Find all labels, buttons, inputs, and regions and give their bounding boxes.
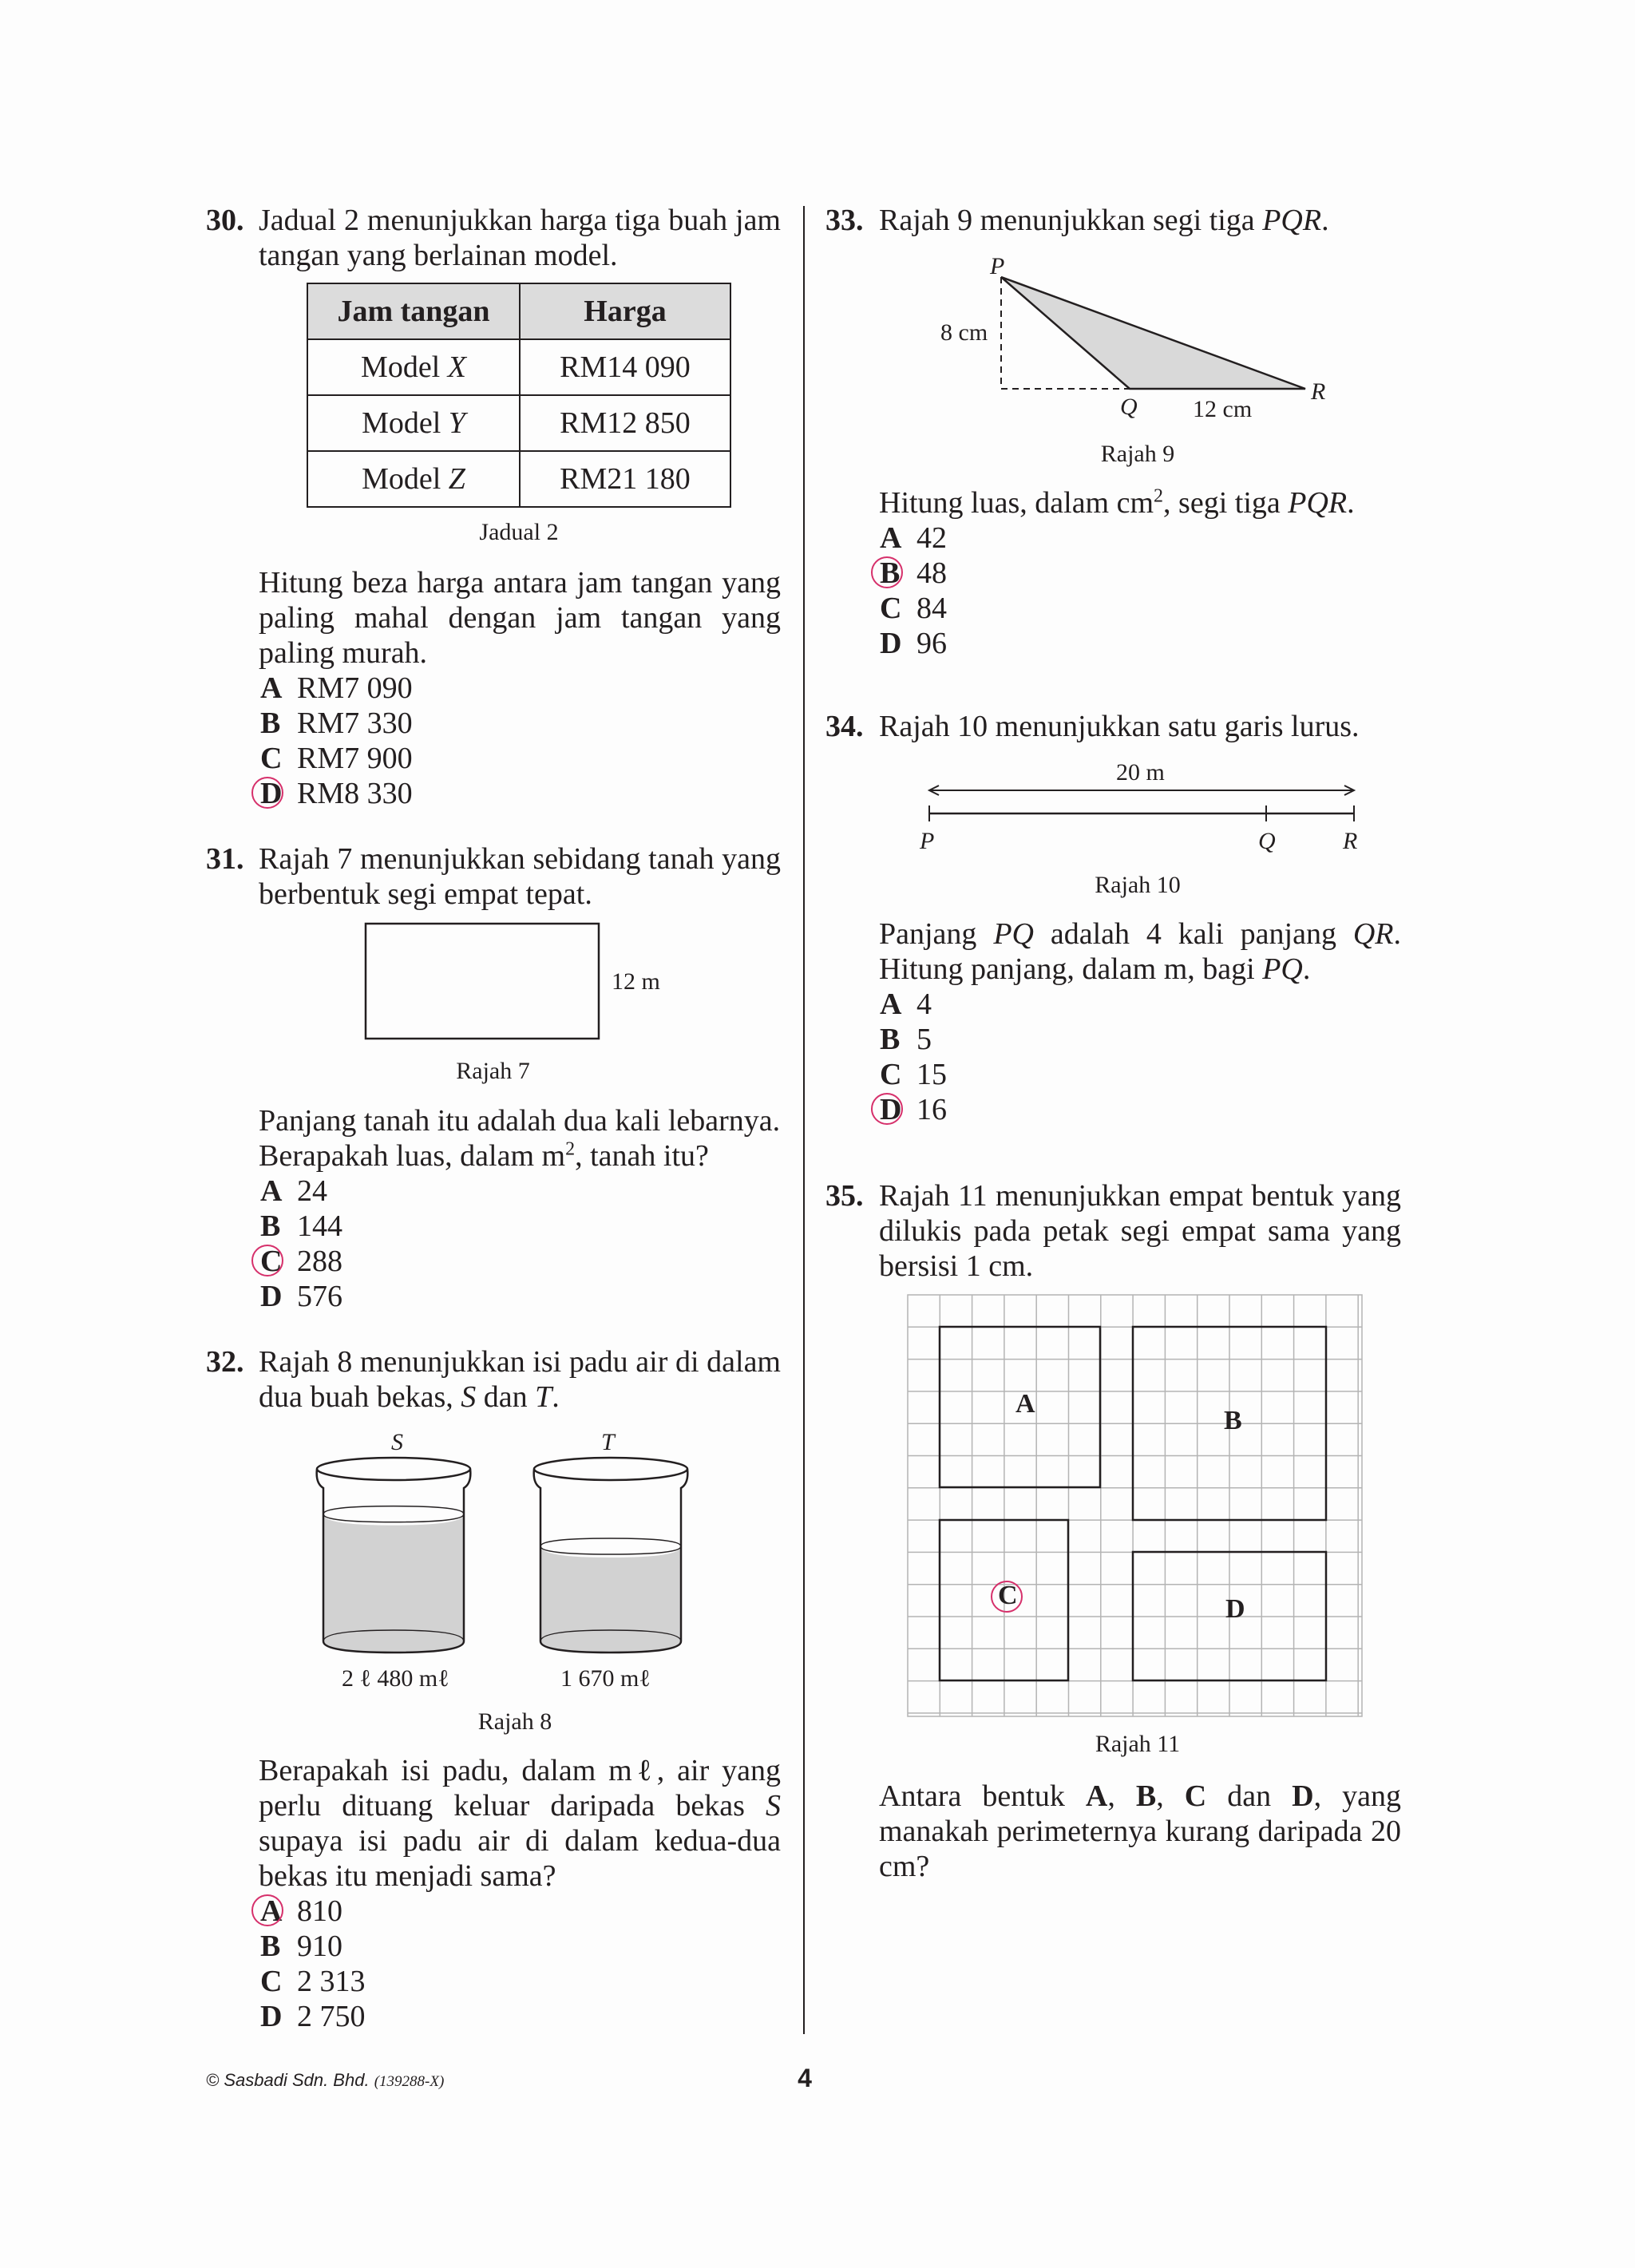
shape-ref: C [1184,1779,1207,1813]
figure-caption: Jadual 2 [479,519,559,545]
option-a[interactable] [260,1894,342,1929]
question-text-part: dan [1227,1779,1272,1813]
table-cell: Model [362,462,441,496]
question-intro [259,1344,781,1415]
question-intro: Rajah 11 menunjukkan empat bentuk yang dilukis pada petak segi empat sama yang bersisi 1 cm. [879,1179,1401,1283]
option-text: 2 313 [297,1965,366,1998]
question-text-part: . [1321,204,1329,237]
option-d[interactable] [260,1999,366,2034]
option-b[interactable] [260,706,413,741]
figure-caption: Rajah 7 [456,1058,530,1084]
option-letter: A [260,1894,283,1928]
question-text-part: . [1393,917,1402,951]
figure-caption: Rajah 11 [1095,1731,1181,1757]
question-text-part: Antara bentuk [879,1779,1065,1813]
option-d[interactable] [260,776,413,811]
shape-label: B [1224,1406,1242,1435]
option-text: 96 [916,627,947,660]
shape-ref: B [1135,1779,1157,1813]
answer-circle [251,777,283,809]
rectangle-figure [363,922,603,1042]
table-header: Jam tangan [307,283,520,339]
question-text [259,1138,781,1174]
water-surface-t [540,1538,681,1554]
line-figure [918,778,1365,834]
question-text-part: Rajah 8 menunjukkan isi padu air di dalam dua buah bekas, [259,1345,781,1414]
question-text: Panjang tanah itu adalah dua kali lebarnya. [259,1104,781,1138]
option-letter: C [260,742,283,775]
variable: PQ [993,917,1034,951]
container-label: T [601,1429,615,1455]
water-surface-s [323,1506,464,1522]
question-text-part: Hitung panjang, dalam m, bagi [879,952,1255,986]
variable: T [535,1380,552,1414]
dimension-label: 12 cm [1193,396,1253,422]
question-text-part: , yang manakah perimeternya kurang daripada 20 cm? [879,1779,1401,1883]
option-letter: B [880,556,901,590]
option-text: RM7 090 [297,671,413,705]
option-a[interactable] [260,671,413,706]
shape-ref: A [1085,1779,1108,1813]
variable: PQR [1262,204,1322,237]
question-text [879,952,1401,987]
option-text: 576 [297,1280,342,1313]
containers-figure [307,1453,715,1660]
option-text: 48 [916,556,947,590]
table-cell-var: Z [448,462,465,496]
question-text [879,485,1401,520]
shape-label: C [998,1581,1018,1610]
option-letter: D [260,1280,283,1313]
grid-figure [906,1293,1365,1720]
question-text-part: Berapakah luas, dalam m [259,1139,566,1173]
option-letter: A [880,521,902,555]
volume-label: 1 670 mℓ [560,1665,651,1692]
dimension-label: 8 cm [940,319,988,346]
dimension-label: 12 m [612,968,660,995]
question-number: 32. [206,1345,244,1379]
variable: S [461,1380,477,1414]
figure-caption: Rajah 8 [477,1708,552,1735]
registration-number: (139288-X) [374,2073,445,2090]
question-text [879,916,1401,952]
option-text: RM7 900 [297,742,413,775]
table-cell: RM12 850 [520,395,730,451]
question-text-part: supaya isi padu air di dalam kedua-dua bekas itu menjadi sama? [259,1824,781,1893]
option-d[interactable] [880,1092,947,1127]
option-c[interactable] [880,1057,947,1092]
option-text: 2 750 [297,2000,366,2033]
option-text: 24 [297,1174,327,1208]
option-letter: C [880,592,902,625]
question-intro: Rajah 7 menunjukkan sebidang tanah yang berbentuk segi empat tepat. [259,842,781,911]
option-b[interactable] [880,556,947,591]
option-text: 5 [916,1023,932,1056]
option-b[interactable] [260,1929,342,1964]
superscript: 2 [565,1138,576,1160]
question-text-part: dan [483,1380,528,1414]
table-cell: RM14 090 [520,339,730,395]
option-text: RM8 330 [297,777,413,810]
option-a[interactable] [260,1174,327,1209]
table-row [307,395,730,451]
option-letter: A [260,671,283,705]
option-c[interactable] [260,1964,366,1999]
variable: S [766,1789,782,1823]
option-letter: B [260,707,281,740]
answer-circle [251,1245,283,1276]
question-text-part: Rajah 9 menunjukkan segi tiga [879,204,1255,237]
option-text: 15 [916,1058,947,1091]
question-text: Hitung beza harga antara jam tangan yang paling mahal dengan jam tangan yang paling murah. [259,566,781,670]
container-t [534,1458,688,1653]
option-text: RM7 330 [297,707,413,740]
table-cell: RM21 180 [520,451,730,507]
shape-ref: D [1292,1779,1314,1813]
question-intro: Rajah 10 menunjukkan satu garis lurus. [879,710,1360,743]
option-text: 42 [916,521,947,555]
question-number: 34. [825,710,864,743]
table-cell-var: X [447,350,466,384]
point-label: R [1343,828,1358,854]
answer-circle [871,556,903,588]
variable: PQR [1288,486,1348,520]
water-s [323,1514,464,1653]
variable: PQ [1262,952,1303,986]
container-label: S [391,1429,403,1455]
option-text: 910 [297,1930,342,1963]
option-b[interactable] [880,1022,932,1057]
vertex-label: P [990,253,1005,279]
question-number: 33. [825,204,864,237]
volume-label: 2 ℓ 480 mℓ [342,1665,449,1692]
question-text-part: . [1347,486,1355,520]
dimension-label: 20 m [1116,759,1165,786]
shape-label: A [1015,1389,1035,1419]
question-text-part: , segi tiga [1163,486,1281,520]
vertex-label: Q [1120,394,1138,420]
footer-copyright [206,2069,444,2093]
option-text: 84 [916,592,947,625]
vertex-label: R [1311,378,1326,405]
option-d[interactable] [880,626,947,661]
page-number: 4 [798,2064,812,2092]
answer-circle [251,1894,283,1926]
option-d[interactable] [260,1279,342,1314]
table-cell-var: Y [448,406,465,440]
option-text: 4 [916,988,932,1021]
question-number: 30. [206,204,244,237]
question-text [259,1753,781,1894]
question-text-part: , tanah itu? [575,1139,709,1173]
question-text-part: Berapakah isi padu, dalam mℓ, air yang perlu dituang keluar daripada bekas [259,1754,781,1823]
answer-circle [871,1093,903,1125]
option-letter: A [880,988,902,1021]
question-number: 35. [825,1179,864,1213]
option-text: 16 [916,1093,947,1126]
question-intro: Jadual 2 menunjukkan harga tiga buah jam tangan yang berlainan model. [259,204,781,272]
option-a[interactable] [880,520,947,556]
price-table [307,283,731,508]
question-text-part: , [1156,1779,1164,1813]
point-label: Q [1258,828,1276,854]
option-letter: B [260,1209,281,1243]
table-cell: Model [362,406,441,440]
question-intro [879,203,1401,238]
table-header: Harga [520,283,730,339]
column-divider [803,206,805,2034]
shape-label: D [1225,1594,1245,1624]
question-text-part: Hitung luas, dalam cm [879,486,1154,520]
option-c[interactable] [260,741,413,776]
option-text: 144 [297,1209,342,1243]
option-letter: D [260,2000,283,2033]
option-text: 810 [297,1894,342,1928]
option-letter: B [260,1930,281,1963]
question-text-part: Panjang [879,917,977,951]
option-letter: C [260,1245,283,1278]
figure-caption: Rajah 10 [1095,872,1181,898]
water-t [540,1546,681,1653]
point-label: P [920,828,935,854]
question-text-part: . [552,1380,560,1414]
table-row [307,451,730,507]
figure-caption: Rajah 9 [1100,441,1175,467]
question-text [879,1779,1401,1884]
option-letter: A [260,1174,283,1208]
option-b[interactable] [260,1209,342,1244]
option-c[interactable] [260,1244,342,1279]
container-s [317,1458,471,1653]
question-number: 31. [206,842,244,876]
option-a[interactable] [880,987,932,1022]
option-letter: D [260,777,283,810]
option-letter: D [880,627,902,660]
option-letter: C [880,1058,902,1091]
option-letter: C [260,1965,283,1998]
triangle-figure [990,267,1309,395]
variable: QR [1352,917,1394,951]
superscript: 2 [1154,485,1164,507]
question-text-part: . [1302,952,1311,986]
question-text-part: , [1107,1779,1115,1813]
option-letter: B [880,1023,901,1056]
table-cell: Model [361,350,441,384]
option-letter: D [880,1093,902,1126]
option-c[interactable] [880,591,947,626]
question-text-part: adalah 4 kali panjang [1050,917,1336,951]
option-text: 288 [297,1245,342,1278]
table-row [307,339,730,395]
copyright-text: © Sasbadi Sdn. Bhd. [206,2070,370,2090]
